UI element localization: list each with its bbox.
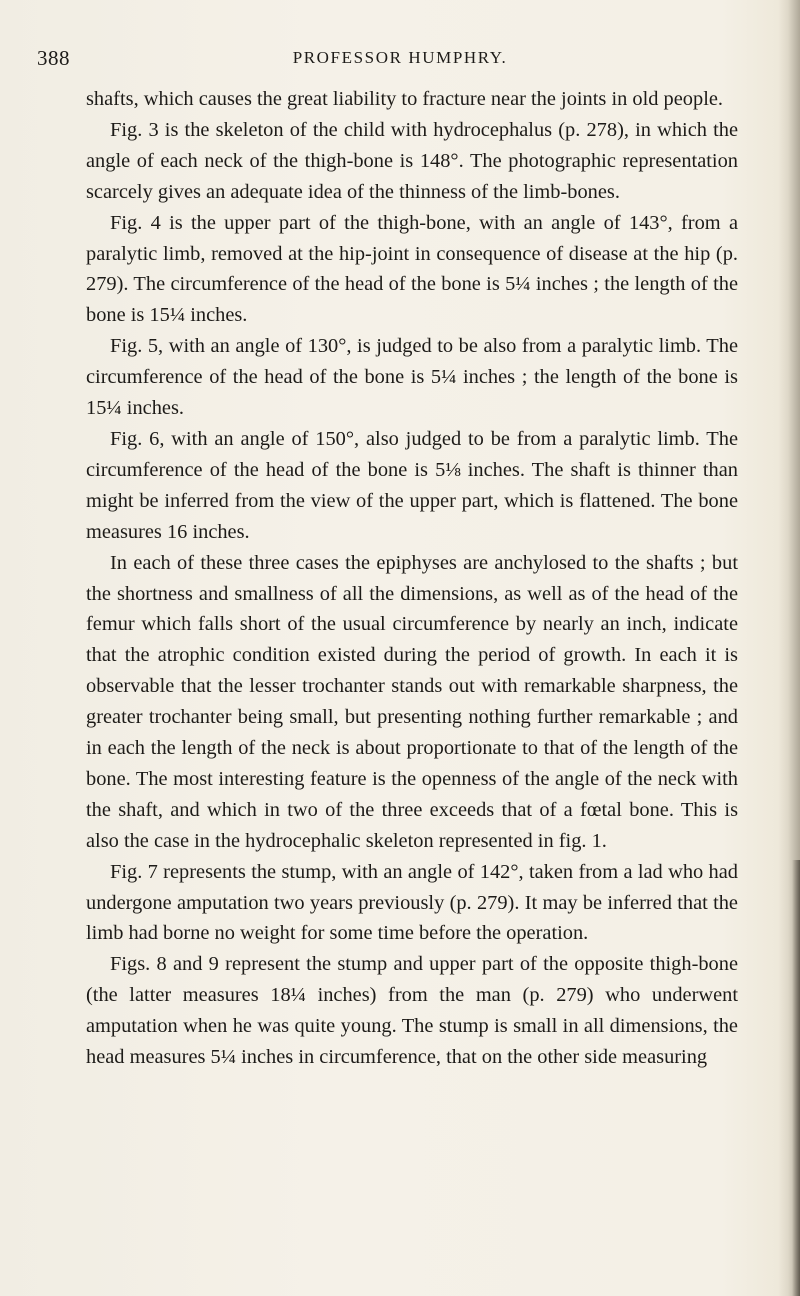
paragraph-continued: shafts, which causes the great liability to fracture near the joints in old people. bbox=[86, 88, 724, 110]
page-header bbox=[0, 46, 800, 76]
paragraph-fig-5: Fig. 5, with an angle of 130°, is judged to be also from a paralytic limb. The circumference of the head of the bone is 5¼ inches ; the length of the bone is 15¼ inches. bbox=[86, 335, 738, 420]
paragraph-figs-8-9: Figs. 8 and 9 represent the stump and upper part of the opposite thigh-bone (the latter measures 18¼ inches) from the man (p. 279) who underwent amputation when he was quite young. The stump is small in all dimensions, the head measures 5¼ inches in circumference, that on the other side measuring bbox=[86, 953, 738, 1069]
paragraph-discussion: In each of these three cases the epiphyses are anchylosed to the shafts ; but the shortness and smallness of all the dimensions, as well as of the head of the femur which falls short of the usual circumference by nearly an inch, indicate that the atrophic condition existed during the period of growth. In each it is observable that the lesser trochanter stands out with remarkable sharpness, the greater trochanter being small, but presenting nothing further remarkable ; and in each the length of the neck is about proportionate to that of the length of the bone. The most interesting feature is the openness of the angle of the neck with the shaft, and which in two of the three exceeds that of a fœtal bone. This is also the case in the hydrocephalic skeleton represented in fig. 1. bbox=[86, 551, 738, 852]
page-number: 388 bbox=[37, 46, 70, 70]
page-edge-dark bbox=[792, 860, 800, 1296]
paragraph-fig-4: Fig. 4 is the upper part of the thigh-bone, with an angle of 143°, from a paralytic limb, removed at the hip-joint in consequence of disease at the hip (p. 279). The circumference of the head of the bone is 5¼ inches ; the length of the bone is 15¼ inches. bbox=[86, 211, 738, 327]
paragraph-fig-6: Fig. 6, with an angle of 150°, also judged to be from a paralytic limb. The circumference of the head of the bone is 5⅛ inches. The shaft is thinner than might be inferred from the view of the upper part, which is flattened. The bone measures 16 inches. bbox=[86, 427, 738, 543]
running-head: PROFESSOR HUMPHRY. bbox=[292, 48, 508, 67]
paragraph-fig-3: Fig. 3 is the skeleton of the child with hydrocephalus (p. 278), in which the angle of each neck of the thigh-bone is 148°. The photographic representation scarcely gives an adequate idea of the thinness of the limb-bones. bbox=[86, 118, 738, 203]
body-text bbox=[86, 84, 738, 1073]
paragraph-fig-7: Fig. 7 represents the stump, with an angle of 142°, taken from a lad who had undergone amputation two years previously (p. 279). It may be inferred that the limb had borne no weight for some time before the operation. bbox=[86, 860, 738, 945]
